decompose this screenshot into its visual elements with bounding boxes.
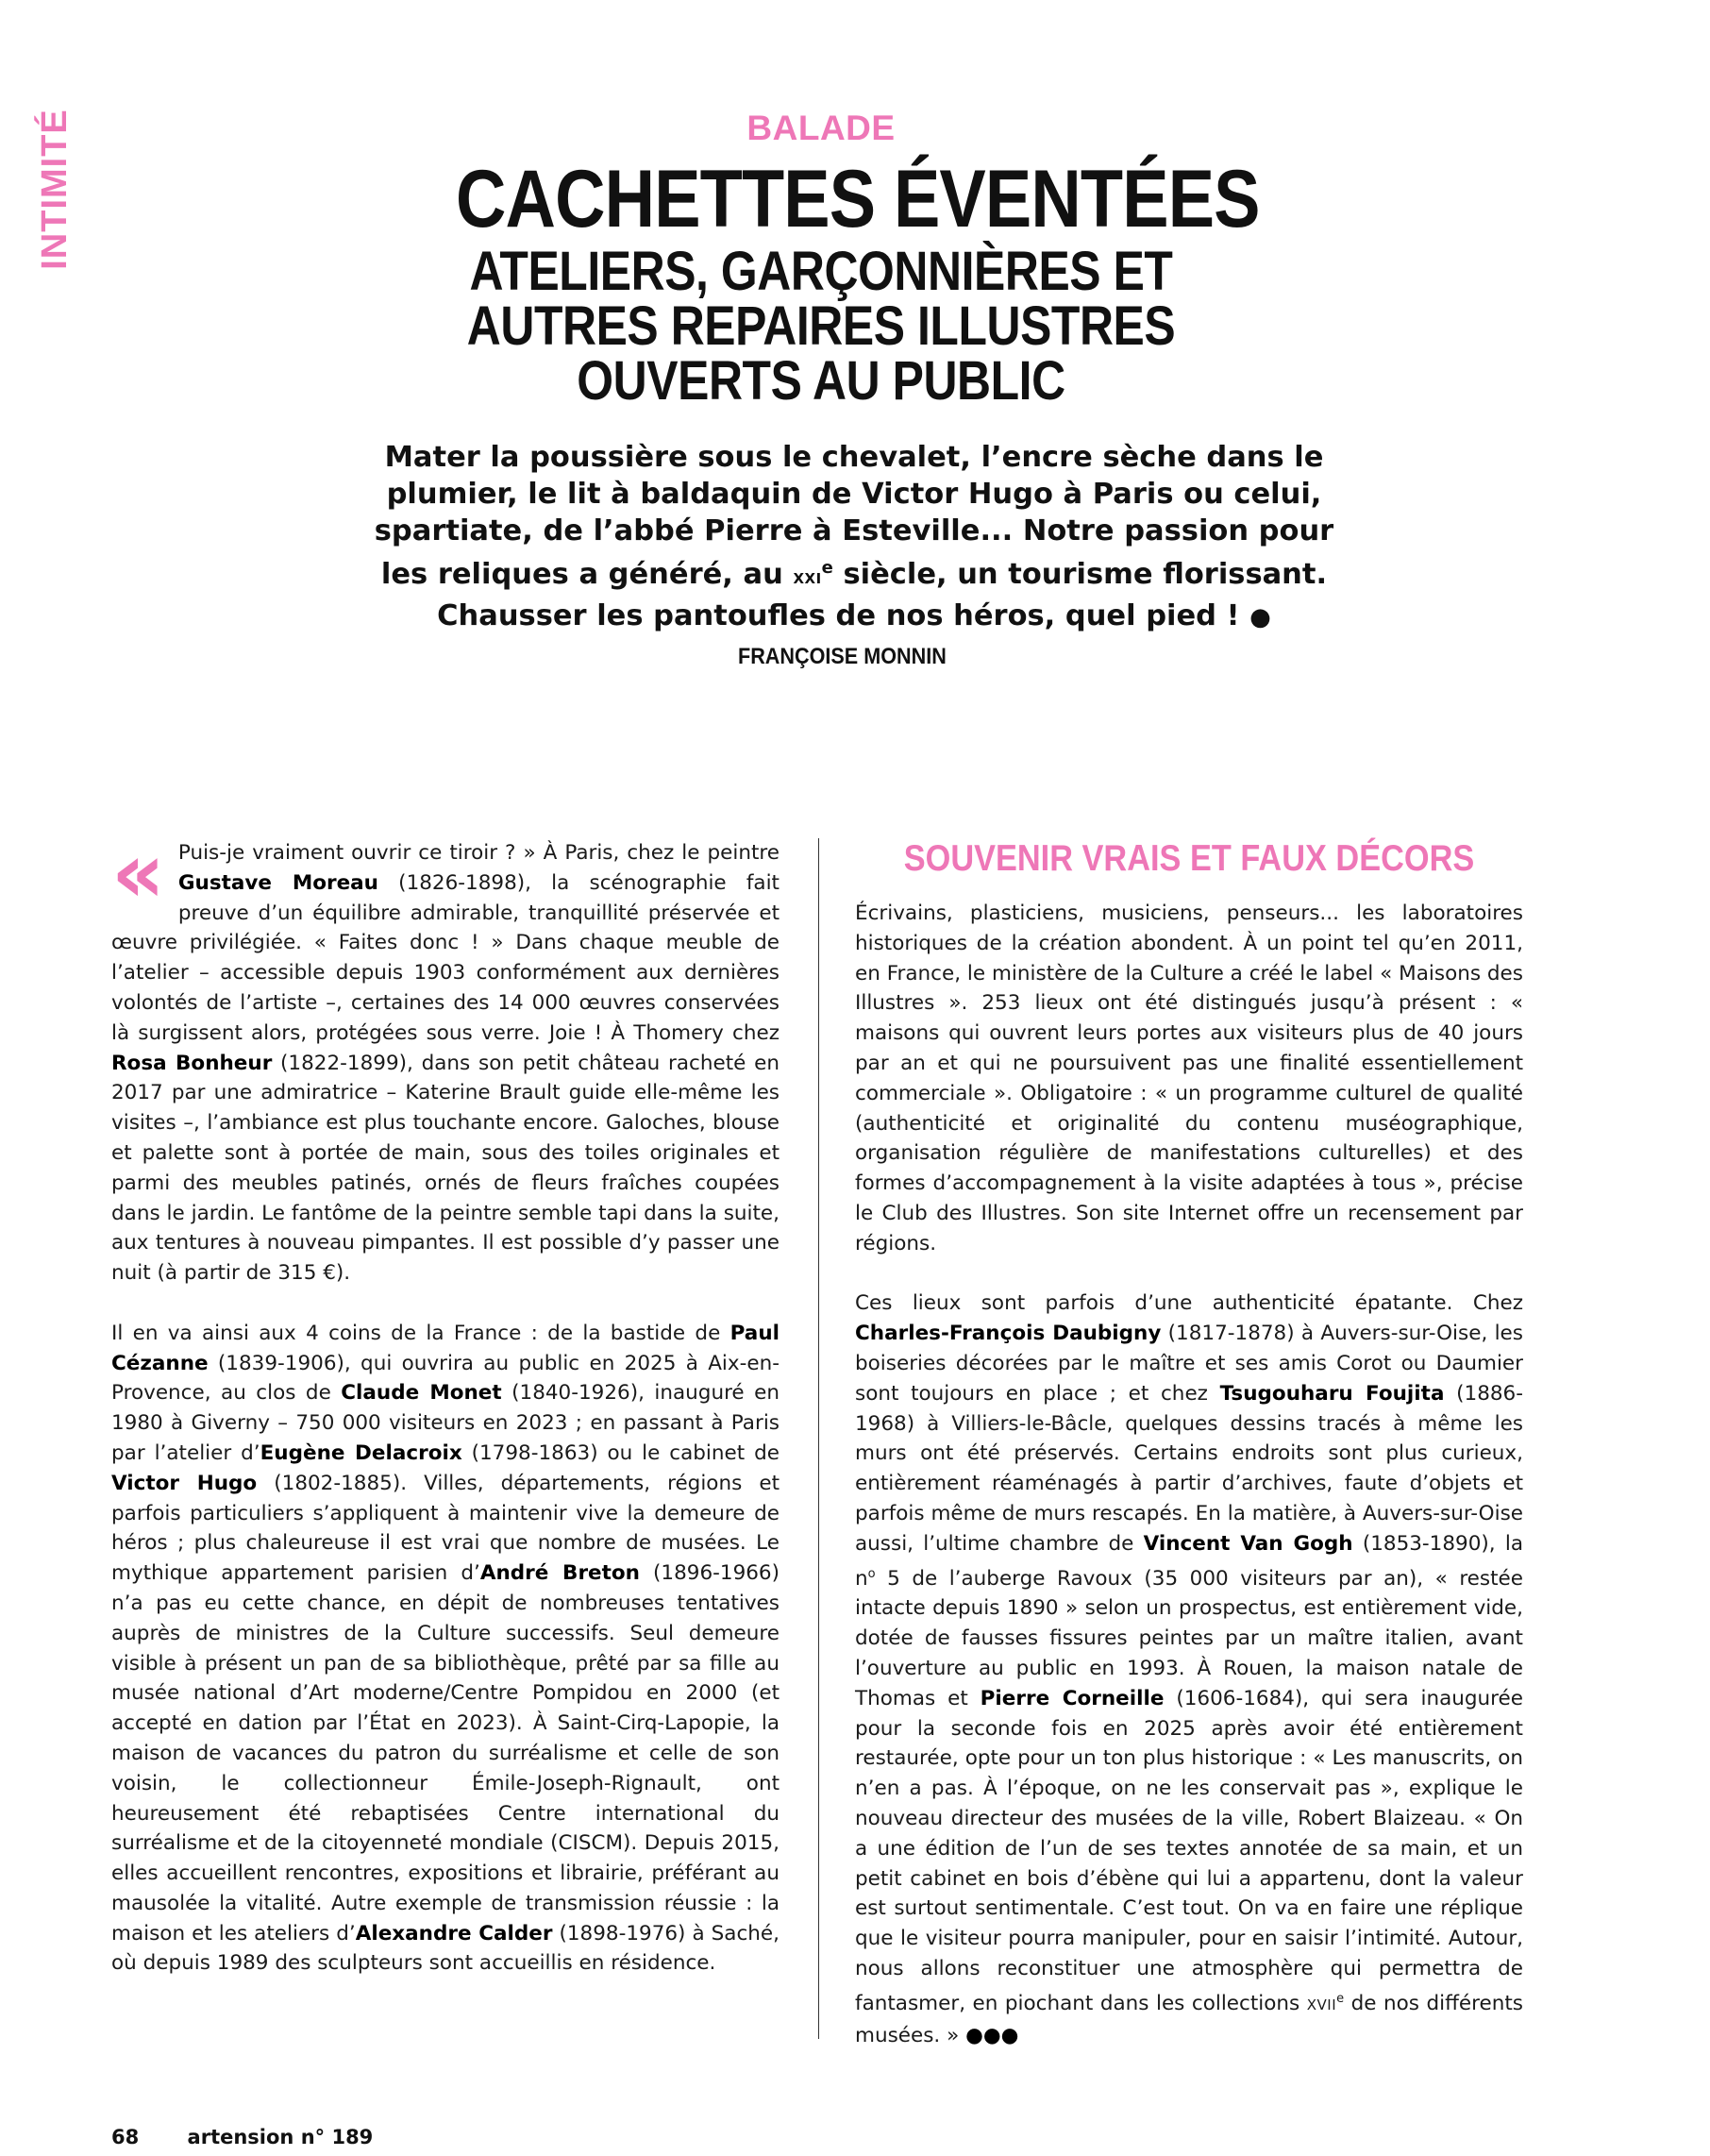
text-run: Puis-je vraiment ouvrir ce tiroir ? » À Paris, chez le peintre	[177, 841, 780, 865]
bullet-icon: ●	[1249, 603, 1271, 632]
column-divider	[818, 838, 819, 2039]
text-run: 5 de l’auberge Ravoux (35 000 visiteurs par an), « restée intacte depuis 1890 » selon un prospectus, est entièrement vide, dotée de fausses fissures peintes par un maître italien, avant l’ouverture au public en 1993. À Rouen, la maison natale de Thomas et	[855, 1566, 1523, 1710]
bold-name: Claude Monet	[341, 1381, 502, 1406]
standfirst	[359, 439, 1350, 675]
drop-quote-mark: «	[111, 824, 165, 921]
left-paragraph-2	[111, 1319, 780, 1979]
bold-name: Gustave Moreau	[177, 870, 378, 895]
text-run: (1817-1878) à Auvers-sur-Oise, les boiseries décorées par le maître et ses amis Corot ou Daumier sont toujours en place ; et chez	[855, 1322, 1523, 1406]
text-run: (1822-1899), dans son petit château racheté en 2017 par une admiratrice – Katerine Brault guide elle-même les visites –, l’ambiance est plus touchante encore. Galoches, blouse et palette sont à portée de main, sous des toiles originales et parmi des meubles patinés, ornés de fleurs fraîches coupées dans le jardin. Le fantôme de la peintre semble tapi dans la suite, aux tentures à nouveau pimpantes. Il est possible d’y passer une nuit (à partir de 315 €).	[111, 1051, 780, 1286]
text-run: (1840-1926), inauguré en 1980 à Giverny – 750 000 visiteurs en 2023 ; en passant à Paris par l’atelier d’	[111, 1381, 780, 1465]
magazine-issue: artension n° 189	[187, 2126, 374, 2148]
bold-name: Rosa Bonheur	[111, 1051, 273, 1075]
text-run: Ces lieux sont parfois d’une authenticité épatante. Chez	[855, 1291, 1523, 1316]
subtitle-line: AUTRES REPAIRES ILLUSTRES	[466, 295, 1176, 357]
text-run: (1606-1684), qui sera inaugurée pour la seconde fois en 2025 après avoir été entièrement restaurée, opte pour un ton plus historique : « Les manuscrits, on n’en a pas. À l’époque, on ne les conservait pas », explique le nouveau directeur des musées de la ville, Robert Blaizeau. « On a une édition de l’un de ses textes annotée de sa main, et un petit cabinet en bois d’ébène qui lui a appartenu, dont la valeur est surtout sentimentale. C’est tout. On va en faire une réplique que le visiteur pourra manipuler, pour en saisir l’intimité. Autour, nous allons reconstituer une atmosphère qui permettra de fantasmer, en piochant dans les collections	[855, 1686, 1524, 2015]
bold-name: Eugène Delacroix	[260, 1440, 462, 1465]
text-run: (1898-1976) à Saché, où depuis 1989 des sculpteurs sont accueillis en résidence.	[111, 1921, 780, 1976]
section-label	[26, 104, 83, 274]
bold-name: ●●●	[965, 2023, 1019, 2047]
right-paragraph-1	[855, 899, 1523, 1259]
standfirst-text-end: siècle, un tourisme florissant. Chausser les pantoufles de nos héros, quel pied !	[437, 558, 1328, 633]
kicker: BALADE	[746, 109, 896, 147]
bold-name: Pierre Corneille	[980, 1686, 1165, 1710]
page-number: 68	[111, 2126, 140, 2148]
bold-name: André Breton	[479, 1561, 640, 1586]
text-run: (1839-1906), qui ouvrira au public en 2025 à Aix-en-Provence, au clos de	[111, 1351, 780, 1406]
superscript: o	[867, 1566, 876, 1581]
text-run: (1886-1968) à Villiers-le-Bâcle, quelques dessins tracés à même les murs ont été préservés. Certains endroits sont plus curieux, entièrement réaménagés à partir d’archives, faute d’objets et parfois même de murs rescapés. En la matière, à Auvers-sur-Oise aussi, l’ultime chambre de	[855, 1381, 1523, 1556]
left-paragraph-1	[111, 824, 780, 1289]
text-run: Il en va ainsi aux 4 coins de la France : de la bastide de	[111, 1321, 730, 1345]
bold-name: Paul Cézanne	[111, 1321, 780, 1375]
right-paragraph-2	[855, 1289, 1523, 2050]
left-column	[111, 824, 780, 1979]
right-column	[855, 838, 1523, 2051]
century-suffix: e	[821, 558, 833, 578]
century-numeral: XXI	[793, 570, 822, 588]
subtitle-line: OUVERTS AU PUBLIC	[577, 350, 1065, 412]
text-run: (1896-1966) n’a pas eu cette chance, en dépit de nombreuses tentatives auprès de ministres de la Culture successifs. Seul demeure visible à présent un pan de sa bibliothèque, prêté par sa fille au musée national d’Art moderne/Centre Pompidou en 2000 (et accepté en dation par l’État en 2023). À Saint-Cirq-Lapopie, la maison de vacances du patron du surréalisme et celle de son voisin, le collectionneur Émile-Joseph-Rignault, ont heureusement été rebaptisées Centre international du surréalisme et de la citoyenneté mondiale (CISCM). Depuis 2015, elles accueillent rencontres, expositions et librairie, préférant au mausolée la vitalité. Autre exemple de transmission réussie : la maison et les ateliers d’	[111, 1561, 780, 1945]
article-title: CACHETTES ÉVENTÉES	[456, 154, 1260, 244]
text-run: Écrivains, plasticiens, musiciens, penseurs... les laboratoires historiques de la création abondent. À un point tel qu’en 2011, en France, le ministère de la Culture a créé le label « Maisons des Illustres ». 253 lieux ont été distingués jusqu’à présent : « maisons qui ouvrent leurs portes aux visiteurs plus de 40 jours par an et qui ne poursuivent pas une finalité essentiellement commerciale ». Obligatoire : « un programme culturel de qualité (authenticité et originalité du contenu muséographique, organisation régulière de manifestations culturelles) et des formes d’accompagnement à la visite adaptées à tous », précise le Club des Illustres. Son site Internet offre un recensement par régions.	[855, 901, 1523, 1255]
text-run: (1826-1898), la scénographie fait preuve d’un équilibre admirable, tranquillité préservée et œuvre privilégiée. « Faites donc ! » Dans chaque meuble de l’atelier – accessible depuis 1903 conformément aux dernières volontés de l’artiste –, certaines des 14 000 œuvres conservées là surgissent alors, protégées sous verre. Joie ! À Thomery chez	[111, 870, 780, 1045]
standfirst-text: Mater la poussière sous le chevalet, l’encre sèche dans le plumier, le lit à baldaquin de Victor Hugo à Paris ou celui, spartiate, de l’abbé Pierre à Esteville... Notre passion pour les reliques a généré, au	[374, 441, 1334, 592]
subtitle-line: ATELIERS, GARÇONNIÈRES ET	[469, 241, 1173, 302]
text-run: XVII	[1306, 1996, 1337, 2013]
text-run: (1853-1890), la n	[855, 1531, 1523, 1591]
superscript: e	[1336, 1991, 1345, 2006]
text-run: (1802-1885). Villes, départements, régions et parfois particuliers s’appliquent à maintenir vive la demeure de héros ; plus chaleureuse il est vrai que nombre de musées. Le mythique appartement parisien d’	[111, 1471, 780, 1586]
bold-name: Alexandre Calder	[355, 1921, 553, 1945]
bold-name: Tsugouharu Foujita	[1219, 1381, 1445, 1406]
bold-name: Vincent Van Gogh	[1143, 1531, 1353, 1556]
bold-name: Victor Hugo	[111, 1471, 258, 1495]
page-footer	[111, 2126, 373, 2148]
bold-name: Charles-François Daubigny	[855, 1322, 1162, 1346]
section-heading: SOUVENIR VRAIS ET FAUX DÉCORS	[903, 838, 1475, 879]
article-subtitle	[456, 241, 1186, 412]
article-header	[396, 109, 1260, 412]
section-label-text: INTIMITÉ	[34, 108, 75, 270]
author-byline: FRANÇOISE MONNIN	[738, 644, 947, 670]
text-run: de nos différents musées. »	[855, 1992, 1523, 2047]
text-run: (1798-1863) ou le cabinet de	[461, 1440, 780, 1465]
